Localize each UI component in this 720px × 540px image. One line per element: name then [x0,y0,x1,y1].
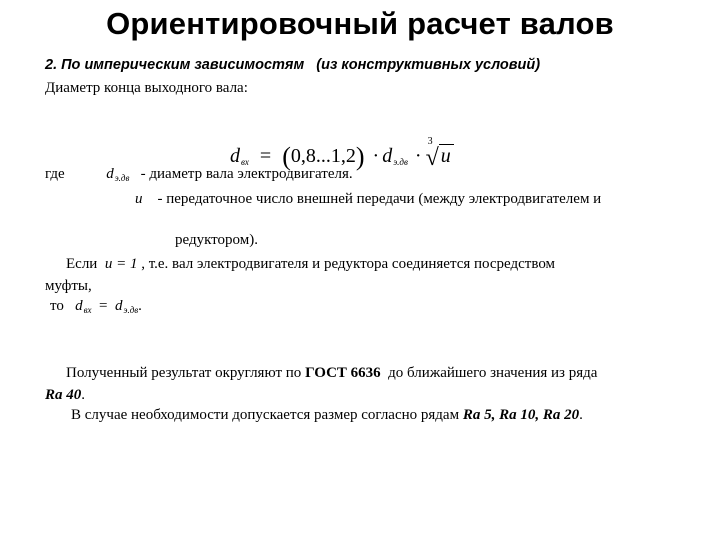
where-sub-edv: э.дв [114,173,130,183]
if-word: Если [66,256,98,272]
then-eq: = [99,298,108,314]
where-u: u [135,191,143,207]
then-d2: d [114,298,123,314]
then-d: d [75,298,83,314]
formula-range: 0,8...1,2 [290,145,356,167]
where-d-line [45,166,353,183]
result-line2 [45,387,85,404]
page-title: Ориентировочный расчет валов [106,6,614,41]
ra40-series: Ra 40 [45,387,82,403]
then-word: то [50,298,64,314]
ra-series-list: Ra 5, Ra 10, Ra 20 [462,407,580,423]
result-dot: . [81,387,86,403]
cube-root [425,136,454,172]
formula-d2: d [382,145,393,167]
then-sub-vh: вх [83,305,92,315]
formula: $d_{вх} = (0,8...1,2) \cdot d_{э.дв}$ · 3 √ u [230,142,454,172]
where-d-desc: - диаметр вала электродвигателя. [140,166,353,182]
result-text2: до ближайшего значения из ряда [388,365,598,381]
root-index: 3 [427,136,433,147]
then-line [50,298,142,315]
diameter-line: Диаметр конца выходного вала: [45,80,248,96]
result-line3-text: В случае необходимости допускается размер согласно рядам [71,407,460,423]
formula-dot: · [372,145,380,167]
heading-number: 2. [45,57,58,73]
if-line2: муфты, [45,278,92,294]
formula-dot2: · [414,145,422,167]
section-heading [45,57,540,73]
formula-d: d [230,145,240,167]
formula-sub-edv: э.дв [393,157,408,167]
then-sub-edv: э.дв [123,305,139,315]
radical-sign: √ [425,145,439,171]
result-end: . [579,407,583,423]
where-d: d [106,166,114,182]
then-dot: . [138,298,142,314]
result-line1 [66,365,597,382]
gost-ref: ГОСТ 6636 [305,365,381,381]
formula-sub-vh: вх [241,157,249,167]
heading-paren: (из конструктивных условий) [316,57,541,73]
if-rest: , т.е. вал электродвигателя и редуктора соединяется посредством [141,256,556,272]
where-u-desc2: редуктором). [175,232,258,248]
heading-main: По империческим зависимостям [61,57,305,73]
formula-eq: = [259,145,272,167]
if-line [66,256,555,273]
result-text1: Полученный результат округляют по [66,365,302,381]
where-u-line [135,191,601,208]
where-word: где [45,166,65,182]
result-line3 [71,407,583,424]
formula-u: u [439,144,454,167]
where-u-desc: - передаточное число внешней передачи (между электродвигателем и [157,191,602,207]
if-cond: u = 1 [104,256,138,272]
